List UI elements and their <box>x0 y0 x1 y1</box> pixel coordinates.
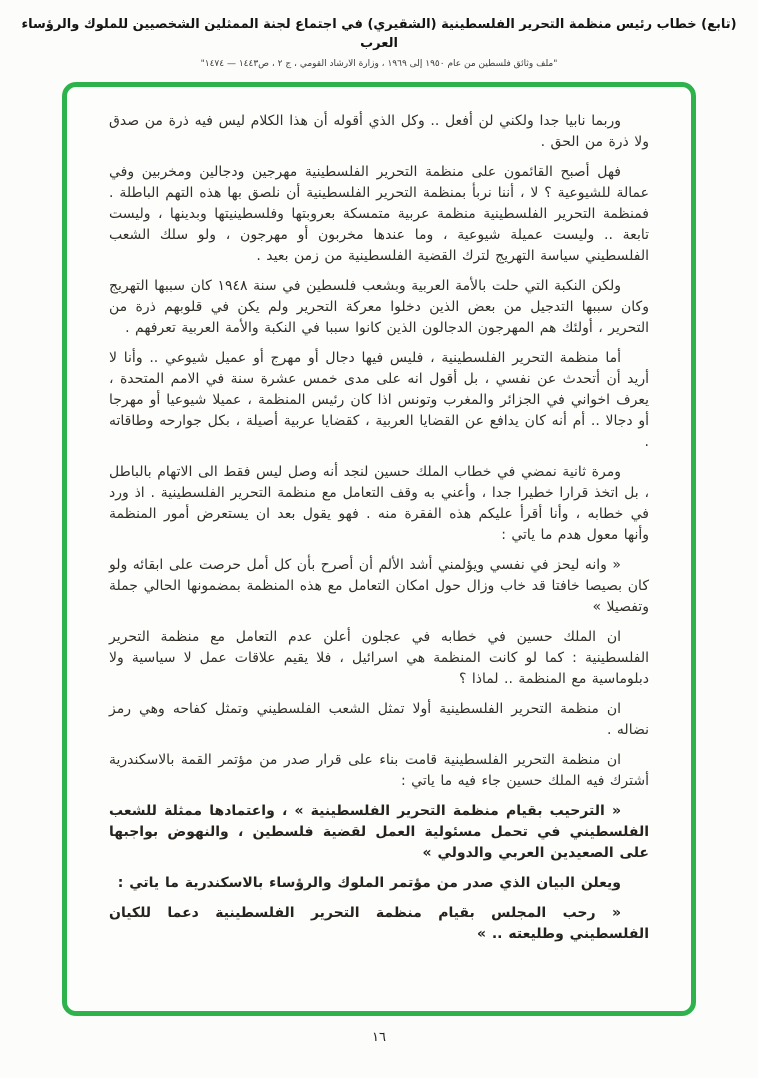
paragraph-1: وربما نابيا جدا ولكني لن أفعل .. وكل الذي أقوله أن هذا الكلام ليس فيه ذرة من صدق ولا ذرة من الحق . <box>109 112 649 150</box>
document-footer <box>0 1030 758 1045</box>
document-frame <box>62 82 696 1016</box>
paragraph-9: ان منظمة التحرير الفلسطينية قامت بناء على قرار صدر من مؤتمر القمة بالاسكندرية أشترك فيه الملك حسين جاء فيه ما ياتي : <box>109 751 649 789</box>
source-line: "ملف وثائق فلسطين من عام ١٩٥٠ إلى ١٩٦٩ ، وزارة الارشاد القومي ، ج ٢ ، ص١٤٤٣ — ١٤٧٤" <box>200 58 558 69</box>
paragraph-11: ويعلن البيان الذي صدر من مؤتمر الملوك والرؤساء بالاسكندرية ما ياتي : <box>117 874 621 891</box>
paragraph-3: ولكن النكبة التي حلت بالأمة العربية وبشعب فلسطين في سنة ١٩٤٨ كان سببها التهريج وكان سببها التدجيل من بعض الذين دخلوا معركة التحرير ولم يكن في قلوبهم ذرة من التحرير ، أولئك هم المهرجون الدجالون الذين كانوا سببا في النكبة والأمة العربية تعرفهم . <box>109 277 649 336</box>
page-number: ١٦ <box>372 1029 386 1045</box>
paragraph-8: ان منظمة التحرير الفلسطينية أولا تمثل الشعب الفلسطيني وتمثل كفاحه وهي رمز نضاله . <box>109 700 649 738</box>
page-title: (تابع) خطاب رئيس منظمة التحرير الفلسطينية (الشقيري) في اجتماع لجنة الممثلين الشخصيين للملوك والرؤساء العرب <box>21 17 737 51</box>
paragraph-2: فهل أصبح القائمون على منظمة التحرير الفلسطينية مهرجين ودجالين ومخربين وفي عمالة للشيوعية ؟ لا ، أننا نربأ بمنظمة التحرير الفلسطينية أن نلصق بها هذه التهم الباطلة . فمنظمة التحرير الفلسطينية منظمة عربية متمسكة بعروبتها وفلسطينيتها وبدينها ، وليست تابعة .. وليست عميلة شيوعية ، وما عندها مخربون أو مهرجون ، ولو سلك الشعب الفلسطيني سياسة التهريج لترك القضية الفلسطينية من زمن بعيد . <box>109 163 649 264</box>
paragraph-12-quote: « رحب المجلس بقيام منظمة التحرير الفلسطينية دعما للكيان الفلسطيني وطليعته .. » <box>109 904 649 942</box>
paragraph-5: ومرة ثانية نمضي في خطاب الملك حسين لنجد أنه وصل ليس فقط الى الاتهام بالباطل ، بل اتخذ قرارا خطيرا جدا ، وأعني به وقف التعامل مع منظمة التحرير الفلسطينية . اذ ورد في خطابه ، وأنا أقرأ عليكم هذه الفقرة منه . فهو يقول بعد ان يستعرض أمور المنظمة وأنها معول هدم ما ياتي : <box>109 463 649 543</box>
document-header <box>0 0 758 69</box>
paragraph-7: ان الملك حسين في خطابه في عجلون أعلن عدم التعامل مع منظمة التحرير الفلسطينية : كما لو كانت المنظمة هي اسرائيل ، فلا يقيم علاقات عمل لا سياسية ولا دبلوماسية مع المنظمة .. لماذا ؟ <box>109 628 649 687</box>
paragraph-10-quote: « الترحيب بقيام منظمة التحرير الفلسطينية » ، واعتمادها ممثلة للشعب الفلسطيني في تحمل مسئولية العمل لقضية فلسطين ، والنهوض بواجبها على الصعيدين العربي والدولي » <box>109 802 649 861</box>
paragraph-4: أما منظمة التحرير الفلسطينية ، فليس فيها دجال أو مهرج أو عميل شيوعي .. وأنا لا أريد أن أتحدث عن نفسي ، بل أقول انه على مدى خمس عشرة سنة في الامم المتحدة ، يعرف اخواني في الجزائر والمغرب وتونس اذا كان رئيس المنظمة ، عميلا شيوعيا أو مهرجا أو دجالا .. أم أنه كان يدافع عن القضايا العربية ، كقضايا عربية أصيلة ، بكل جوارحه وطاقاته . <box>109 349 649 450</box>
paragraph-6-quote: « وانه ليحز في نفسي ويؤلمني أشد الألم أن أصرح بأن كل أمل حرصت على ابقائه ولو كان بصيصا خافتا قد خاب وزال حول امكان التعامل مع هذه المنظمة بمضمونها الحالي جملة وتفصيلا » <box>109 556 649 615</box>
